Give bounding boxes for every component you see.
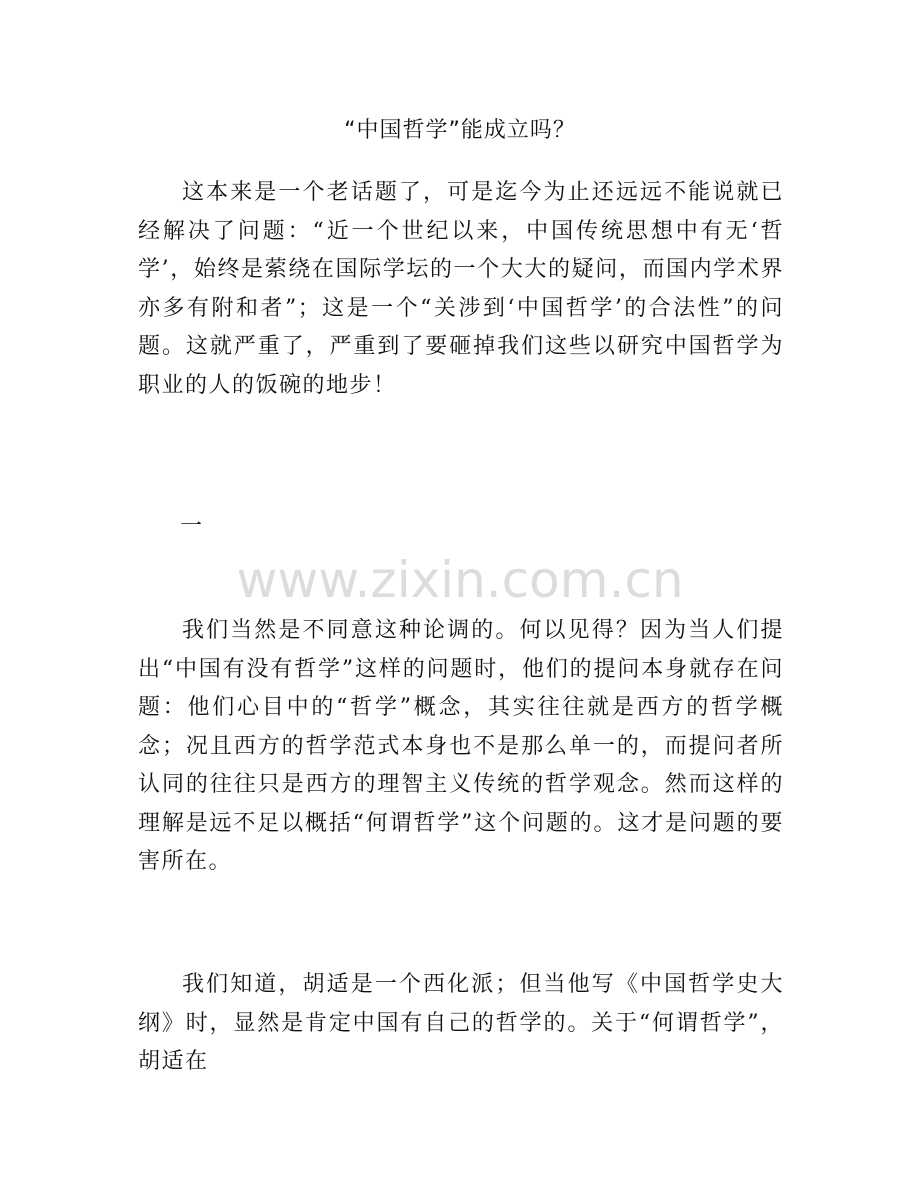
- paragraph-2: 我们当然是不同意这种论调的。何以见得？因为当人们提出“中国有没有哲学”这样的问题时，他们的提问本身就存在问题：他们心目中的“哲学”概念，其实往往就是西方的哲学概念；况且西方的哲学范式本身也不是那么单一的，而提问者所认同的往往只是西方的理智主义传统的哲学观念。然而这样的理解是远不足以概括“何谓哲学”这个问题的。这才是问题的要害所在。: [138, 618, 784, 874]
- watermark-text: www.zixin.com.cn: [236, 551, 684, 609]
- section-number: 一: [180, 514, 203, 539]
- paragraph-1: 这本来是一个老话题了，可是迄今为止还远远不能说就已经解决了问题：“近一个世纪以来，中国传统思想中有无‘哲学’，始终是萦绕在国际学坛的一个大大的疑问，而国内学术界亦多有附和者”；这是一个“关涉到‘中国哲学’的合法性”的问题。这就严重了，严重到了要砸掉我们这些以研究中国哲学为职业的人的饭碗的地步！: [138, 180, 784, 398]
- paragraph-3: 我们知道，胡适是一个西化派；但当他写《中国哲学史大纲》时，显然是肯定中国有自己的哲学的。关于“何谓哲学”，胡适在: [138, 972, 784, 1074]
- document-title: “中国哲学”能成立吗？: [344, 118, 576, 143]
